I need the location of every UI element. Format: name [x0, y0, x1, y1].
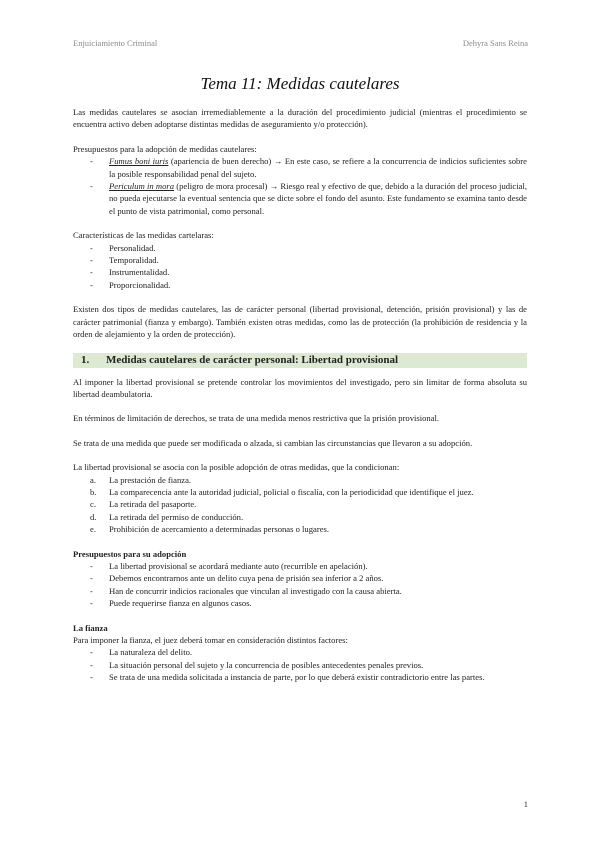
intro-paragraph: Las medidas cautelares se asocian irremediablemente a la duración del procedimiento judicial (mientras el procedimiento se encuentra activo deben adoptarse distintas medidas de aseguramiento y/o protección).: [73, 107, 527, 130]
paragraph: Se trata de una medida que puede ser modificada o alzada, si cambian las circunstancias que llevaron a su adopción.: [73, 437, 473, 448]
list-item: - Proporcionalidad.: [90, 279, 171, 290]
section-number: 1.: [81, 353, 90, 366]
list-marker: e.: [90, 524, 96, 535]
otras-medidas-heading: La libertad provisional se asocia con la posible adopción de otras medidas, que la condicionan:: [73, 462, 400, 473]
list-item: - Personalidad.: [90, 242, 156, 253]
paragraph: En términos de limitación de derechos, se trata de una medida menos restrictiva que la prisión provisional.: [73, 413, 440, 424]
list-item-text: Personalidad.: [109, 242, 156, 253]
adopcion-heading: Presupuestos para su adopción: [73, 548, 187, 559]
presupuestos-heading: Presupuestos para la adopción de medidas cautelares:: [73, 143, 257, 154]
adopcion-list: [73, 560, 527, 610]
caracteristicas-heading: Características de las medidas cartelaras:: [73, 230, 214, 241]
list-item-text: Debemos encontrarnos ante un delito cuya pena de prisión sea inferior a 2 años.: [109, 573, 384, 584]
fianza-intro: Para imponer la fianza, el juez deberá tomar en consideración distintos factores:: [73, 635, 348, 645]
list-item: - Puede requerirse fianza en algunos casos.: [90, 598, 252, 609]
otras-medidas-list: [73, 474, 527, 536]
section-title: Medidas cautelares de carácter personal: Libertad provisional: [106, 353, 399, 366]
list-item: [73, 498, 527, 510]
list-item-text: (peligro de mora procesal) → Riesgo real y efectivo de que, debido a la duración del proceso judicial, no pueda ejecutarse la eventual sentencia que se dicte sobre el fondo del asunto. Este fundamento se examina tanto desde el punto de vista patrimonial, como personal.: [109, 181, 527, 216]
list-item: - Instrumentalidad.: [90, 267, 170, 278]
document-body: [73, 106, 527, 684]
list-item: - La naturaleza del delito.: [90, 647, 193, 658]
list-item-text: Han de concurrir indicios racionales que vinculan al investigado con la causa abierta.: [109, 585, 402, 596]
list-item: - Temporalidad.: [90, 255, 159, 266]
paragraph: Al imponer la libertad provisional se pretende controlar los movimientos del investigado, pero sin limitar de forma absoluta su libertad deambulatoria.: [73, 376, 527, 399]
fianza-list: [73, 646, 527, 683]
page-number: 1: [523, 799, 528, 809]
list-item-text: La comparecencia ante la autoridad judicial, policial o fiscalía, con la periodicidad que identifique el juez.: [109, 486, 474, 497]
list-item: [73, 474, 527, 486]
section-heading: [73, 353, 527, 368]
list-item: - La libertad provisional se acordará mediante auto (recurrible en apelación).: [90, 560, 368, 571]
list-item-text: (apariencia de buen derecho) → En este caso, se refiere a la concurrencia de indicios suficientes sobre la posible responsabilidad penal del sujeto.: [109, 156, 527, 179]
list-item: - Se trata de una medida solicitada a instancia de parte, por lo que deberá existir contradictorio entre las partes.: [90, 672, 485, 683]
list-item: - Periculum in mora (peligro de mora procesal) → Riesgo real y efectivo de que, debido a la duración del proceso judicial, no pueda ejecutarse la eventual sentencia que se dicte sobre el fondo del asunto. Este fundamento se examina tanto desde el punto de vista patrimonial, como personal.: [90, 181, 527, 216]
list-item: [73, 523, 527, 535]
tipos-paragraph: Existen dos tipos de medidas cautelares, las de carácter personal (libertad provisional, detención, prisión provisional) y las de carácter patrimonial (fianza y embargo). También existen otras medidas, como las de protección (la prohibición de residencia y la orden de alejamiento y la orden de protección).: [73, 304, 527, 340]
presupuestos-list: [73, 155, 527, 217]
list-item-text: La retirada del permiso de conducción.: [109, 511, 244, 522]
running-header-left: Enjuiciamiento Criminal: [73, 38, 158, 48]
list-item-text: Puede requerirse fianza en algunos casos.: [109, 598, 252, 609]
list-item: - Fumus boni iuris (apariencia de buen derecho) → En este caso, se refiere a la concurrencia de indicios suficientes sobre la posible responsabilidad penal del sujeto.: [90, 156, 527, 179]
list-item: - La situación personal del sujeto y la concurrencia de posibles antecedentes penales previos.: [90, 659, 424, 670]
list-item-text: La libertad provisional se acordará mediante auto (recurrible en apelación).: [109, 560, 368, 571]
caracteristicas-list: [73, 242, 527, 292]
list-marker: d.: [90, 511, 97, 522]
list-item: - Debemos encontrarnos ante un delito cuya pena de prisión sea inferior a 2 años.: [90, 573, 384, 584]
list-item-text: Prohibición de acercamiento a determinadas personas o lugares.: [109, 524, 330, 535]
list-item-text: Proporcionalidad.: [109, 279, 171, 290]
list-item-text: La retirada del pasaporte.: [109, 499, 197, 510]
list-item: [73, 486, 527, 498]
list-item-text: Se trata de una medida solicitada a instancia de parte, por lo que deberá existir contradictorio entre las partes.: [109, 672, 485, 683]
list-item-text: Instrumentalidad.: [109, 267, 170, 278]
list-marker: a.: [90, 474, 96, 485]
term-periculum: Periculum in mora: [109, 181, 175, 192]
page-title: Tema 11: Medidas cautelares: [200, 74, 400, 93]
term-fumus: Fumus boni iuris: [109, 156, 169, 167]
list-item: - Han de concurrir indicios racionales que vinculan al investigado con la causa abierta.: [90, 585, 402, 596]
running-header-right: Dehyra Sans Reina: [462, 38, 528, 48]
list-marker: c.: [90, 499, 96, 510]
list-item-text: La naturaleza del delito.: [109, 647, 193, 658]
fianza-heading: La fianza: [73, 622, 108, 633]
list-item-text: La prestación de fianza.: [109, 474, 192, 485]
list-item: [73, 511, 527, 523]
list-item-text: La situación personal del sujeto y la concurrencia de posibles antecedentes penales previos.: [109, 659, 424, 670]
list-item-text: Temporalidad.: [109, 255, 159, 266]
list-marker: b.: [90, 486, 97, 497]
